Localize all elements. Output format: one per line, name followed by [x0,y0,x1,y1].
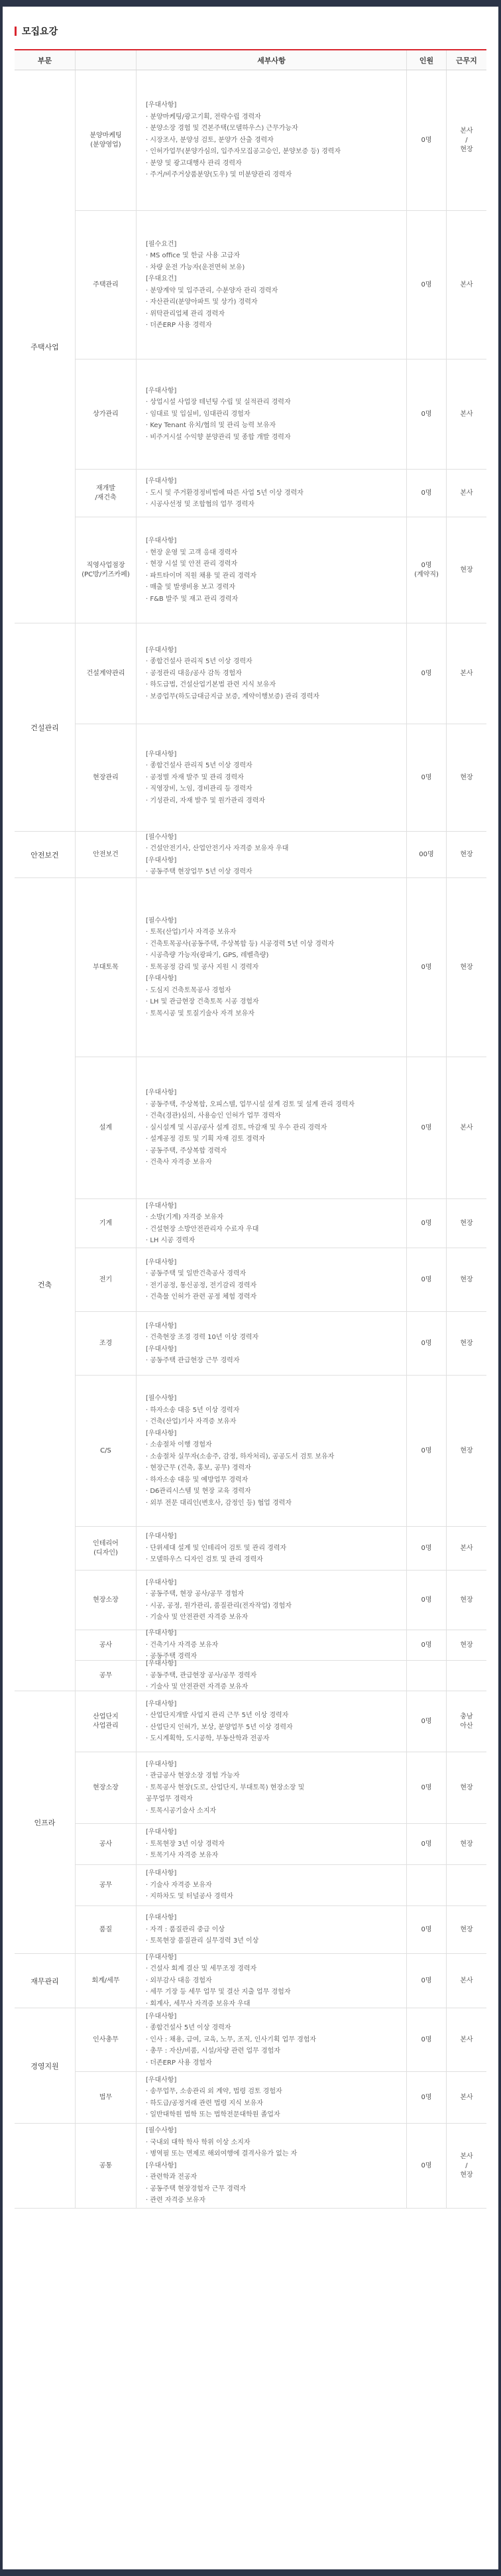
header-location: 근무지 [456,56,477,65]
team-cell-text: 분양마케팅 (분양영업) [89,131,122,149]
location-cell [447,1527,486,1570]
detail-cell-text: [우대사항] · 종합건설사 관리직 5년 이상 경력자 · 공정별 자재 발주 및 관리 경력자 · 직영장비, 노임, 경비관리 등 경력자 · 기성관리, 자재 발주 및 원가관리 경력자 [146,750,265,805]
count-cell [407,70,447,210]
detail-cell [137,470,407,517]
team-cell-text: 공사 [99,1840,113,1848]
detail-cell-text: [우대사항] · 도시 및 주거환경정비법에 따른 사업 5년 이상 경력자 · 시공사선정 및 조합협의 업무 경력자 [146,478,304,509]
detail-cell-text: [우대사항] · 건설사 회계 결산 및 세무조정 경력자 · 외부감사 대응 경험자 · 세무 기장 등 세무 업무 및 결산 지출 업무 경험자 · 회계사, 세무사 자격증 보유자 우대 [146,1953,291,2008]
location-cell-text: 현장 [460,1596,473,1604]
window-frame-left [0,0,3,2576]
location-cell [447,359,486,469]
detail-cell [137,1954,407,2008]
count-cell [407,1248,447,1311]
team-cell [76,1376,137,1526]
division-block [15,1954,486,2008]
detail-cell [137,211,407,359]
team-cell [76,2008,137,2071]
team-cell-text: 현장관리 [93,773,119,781]
team-cell [76,1865,137,1905]
location-cell [447,1248,486,1311]
team-cell-text: 인테리어 (디자인) [93,1539,119,1557]
detail-cell [137,1199,407,1248]
location-cell [447,2008,486,2071]
table-row [76,623,486,724]
location-cell [447,1571,486,1630]
table-row [76,2124,486,2209]
count-cell-text: 0명 [421,1275,432,1283]
detail-cell-text: [우대사항] · 송무업무, 소송관리 외 계약, 법령 검토 경험자 · 하도급/공정거래 관련 법령 지식 보유자 · 일반대학원 법학 또는 법학전문대학원 졸업자 [146,2076,282,2118]
location-cell [447,1312,486,1375]
detail-cell [137,1906,407,1953]
detail-cell-text: [우대사항] · 종합건설사 5년 이상 경력자 · 인사 : 채용, 급여, 교육, 노무, 조직, 인사기획 업무 경험자 · 총무 : 자산/비품, 시설/차량 관련 업무 경험자 · 더존ERP 사용 경험자 [146,2012,317,2067]
team-cell [76,1527,137,1570]
division-name: 재무관리 [15,1954,76,2008]
table-row [76,70,486,211]
count-cell [407,1661,447,1691]
count-cell-text: 0명 [421,2093,432,2101]
location-cell [447,517,486,623]
table-row [76,211,486,359]
team-cell-text: 직영사업점장 (PC방/키즈카페) [82,561,130,578]
table-header-row [15,50,486,70]
team-cell [76,1906,137,1953]
count-cell [407,359,447,469]
header-team [76,50,137,70]
location-cell-text: 현장 [460,1783,473,1791]
detail-cell-text: [우대사항] · 건축기사 자격증 보유자 · 공동주택 경력자 [146,1630,219,1661]
table-row [76,724,486,832]
location-cell-text: 본사 / 현장 [460,127,473,153]
detail-cell [137,70,407,210]
division-block [15,2124,486,2209]
count-cell-text: 0명 [421,1641,432,1649]
detail-cell-text: [우대사항] · 종합건설사 관리직 5년 이상 경력자 · 공정관리 대응/공사 감독 경험자 · 하도급법, 건설산업기본법 관련 지식 보유자 · 보증업무(하도급대금지급 보증, 계약이행보증) 관리 경력자 [146,646,319,700]
location-cell-text: 현장 [460,1339,473,1347]
location-cell-text: 현장 [460,1275,473,1283]
team-cell-text: 법무 [99,2093,113,2101]
location-cell-text: 현장 [460,1925,473,1933]
location-cell [447,724,486,831]
detail-cell [137,2008,407,2071]
team-cell-text: 재개발 /재건축 [95,484,117,501]
team-cell [76,1571,137,1630]
location-cell [447,2124,486,2208]
location-cell-text: 현장 [460,1219,473,1227]
team-cell-text: 공무 [99,1881,113,1889]
table-row [76,878,486,1057]
team-cell [76,517,137,623]
table-row [76,1906,486,1954]
detail-cell-text: [우대사항] · 기술사 자격증 보유자 · 지하차도 및 터널공사 경력자 [146,1870,233,1901]
count-cell-text: 0명 [421,773,432,781]
count-cell [407,1571,447,1630]
team-cell-text: 품질 [99,1925,113,1933]
team-cell [76,470,137,517]
count-cell-text: 0명 [421,1925,432,1933]
detail-cell [137,1691,407,1752]
location-cell-text: 현장 [460,850,473,858]
team-cell-text: 회계/세무 [91,1976,120,1984]
team-cell [76,1630,137,1660]
team-cell-text: 부대토목 [93,963,119,971]
location-cell [447,1691,486,1752]
detail-cell [137,623,407,724]
team-cell [76,2072,137,2123]
location-cell-text: 현장 [460,773,473,781]
table-row [76,2008,486,2072]
detail-cell-text: [필수사항] · 국내외 대학 학사 학위 이상 소지자 · 병역필 또는 면제로 해외여행에 결격사유가 없는 자 [우대사항] · 관련학과 전공자 · 공동주택 현장경험자 근무 경력자 · 관련 자격증 보유자 [146,2127,298,2205]
detail-cell-text: [우대사항] · 현장 운영 및 고객 응대 경력자 · 현장 시설 및 안전 관리 경력자 · 파트타이머 직원 채용 및 관리 경력자 · 매출 및 발생비용 보고 경력자 · F&B 발주 및 재고 관리 경력자 [146,537,257,603]
window-frame-top [0,0,501,7]
count-cell-text: 0명 [421,2161,432,2169]
recruitment-table [15,49,486,2209]
count-cell [407,2124,447,2208]
location-cell [447,1199,486,1248]
division-block [15,878,486,1691]
table-row [76,359,486,470]
table-row [76,1824,486,1865]
location-cell [447,1630,486,1660]
team-cell-text: 조경 [99,1339,113,1347]
count-cell [407,1630,447,1660]
count-cell-text: 0명 [421,669,432,677]
count-cell [407,878,447,1057]
location-cell [447,2072,486,2123]
detail-cell-text: [필수사항] · 하자소송 대응 5년 이상 경력자 · 건축(산업)기사 자격증 보유자 [우대사항] · 소송절차 이행 경험자 · 소송절차 실무자(소송주, 감정, 하자처리), 공공도서 검토 보유자 · 현장근무 (건축, 홍보, 공무) 경력자 · 하자소송 대응 및 예방업무 경력자 · D6관리시스템 및 현장 교육 경력자 · 외부 전문 대리인(변호사, 감정인 등) 협업 경력자 [146,1395,335,1507]
count-cell-text: 0명 [421,1339,432,1347]
team-cell [76,1057,137,1198]
location-cell [447,878,486,1057]
table-row [76,1954,486,2008]
table-row [76,1661,486,1691]
detail-cell [137,724,407,831]
table-row [76,1630,486,1661]
table-row [76,1752,486,1824]
detail-cell [137,1376,407,1526]
table-row [76,1312,486,1376]
count-cell-text: 0명 [421,1596,432,1604]
location-cell [447,1865,486,1905]
division-name [15,2124,76,2209]
detail-cell [137,1865,407,1905]
count-cell-text: 0명 [421,1783,432,1791]
detail-cell-text: [우대사항] · 산업단지개발 사업지 관리 근무 5년 이상 경력자 · 산업단지 인허가, 보상, 분양업무 5년 이상 경력자 · 도시계획학, 도시공학, 부동산학과 전공자 [146,1700,293,1742]
location-cell-text: 본사 [460,2035,473,2043]
count-cell [407,724,447,831]
detail-cell [137,359,407,469]
team-cell-text: 건설계약관리 [86,669,125,677]
location-cell-text: 본사 [460,669,473,677]
location-cell [447,1752,486,1823]
count-cell [407,1527,447,1570]
team-cell [76,70,137,210]
team-cell [76,359,137,469]
count-cell-text: 0명 [421,136,432,144]
title-marker [15,27,17,36]
detail-cell-text: [우대사항] · 공동주택, 주상복합, 오피스텔, 업무시설 설계 검토 및 설계 관리 경력자 · 건축(경관)심의, 사용승인 인허가 업무 경력자 · 실시설계 및 시공/공사 설계 검토, 마감재 및 우수 관리 경력자 · 설계공정 검토 및 기획 자재 검토 경력자 · 공동주택, 주상복합 경력자 · 건축사 자격증 보유자 [146,1089,355,1167]
count-cell [407,2008,447,2071]
detail-cell [137,1824,407,1864]
team-cell-text: 안전보건 [93,850,119,858]
table-row [76,1865,486,1906]
count-cell [407,470,447,517]
team-cell [76,1824,137,1864]
division-block [15,70,486,623]
location-cell-text: 본사 / 현장 [460,2152,473,2179]
team-cell-text: 인사총무 [93,2035,119,2043]
detail-cell-text: [우대사항] · 공동주택, 현장 공사/공무 경험자 · 시공, 공정, 원가관리, 품질관리(전자작업) 경험자 · 기술사 및 안전관련 자격증 보유자 [146,1578,292,1621]
detail-cell [137,1571,407,1630]
count-cell [407,1199,447,1248]
team-cell [76,623,137,724]
location-cell [447,1376,486,1526]
team-cell-text: 현장소장 [93,1596,119,1604]
division-name: 건설관리 [15,623,76,832]
division-block [15,832,486,878]
detail-cell [137,1527,407,1570]
detail-cell-text: [필수사항] · 토목(산업)기사 자격증 보유자 · 건축토목공사(공동주택, 주상복합 등) 시공경력 5년 이상 경력자 · 시공측량 가능자(광파기, GPS, 레벨측량) · 토목공정 감리 및 공사 지원 시 경력자 [우대사항] · 도심지 건축토목공사 경험자 · LH 및 관급현장 건축토목 시공 경험자 · 토목시공 및 토질기술사 자격 보유자 [146,917,335,1017]
count-cell [407,1691,447,1752]
count-cell-text: 0명 [421,410,432,418]
location-cell [447,1661,486,1691]
count-cell [407,1312,447,1375]
team-cell-text: 설계 [99,1124,113,1131]
window-frame-bottom [0,2569,501,2576]
division-name: 경영지원 [15,2008,76,2124]
count-cell [407,1865,447,1905]
header-dept: 부문 [15,50,76,70]
count-cell-text: 00명 [419,850,434,858]
location-cell-text: 본사 [460,2093,473,2101]
detail-cell [137,1248,407,1311]
detail-cell-text: [필수사항] · 건설안전기사, 산업안전기사 자격증 보유자 우대 [우대사항] · 공동주택 현장업무 5년 이상 경력자 [146,833,289,875]
count-cell [407,517,447,623]
location-cell-text: 본사 [460,410,473,418]
detail-cell [137,517,407,623]
location-cell-text: 현장 [460,963,473,971]
location-cell [447,1824,486,1864]
table-row [76,1248,486,1312]
team-cell [76,724,137,831]
section-header [15,25,58,37]
count-cell [407,1824,447,1864]
count-cell-text: 0명 [421,1447,432,1454]
location-cell [447,832,486,877]
count-cell [407,1906,447,1953]
table-row [76,2072,486,2124]
division-block [15,1691,486,1954]
table-row [76,832,486,878]
table-row [76,1057,486,1199]
count-cell [407,623,447,724]
location-cell-text: 현장 [460,1641,473,1649]
header-detail: 세부사항 [137,50,407,70]
team-cell-text: 공통 [99,2161,113,2169]
detail-cell-text: [우대사항] · 토목현장 3년 이상 경력자 · 토목기사 자격증 보유자 [146,1829,225,1860]
team-cell-text: 현장소장 [93,1783,119,1791]
count-cell-text: 0명 [421,1717,432,1725]
location-cell-text: 현장 [460,1447,473,1454]
team-cell-text: C/S [100,1447,111,1454]
detail-cell [137,1057,407,1198]
team-cell-text: 기계 [99,1219,113,1227]
team-cell-text: 상가관리 [93,410,119,418]
location-cell [447,1954,486,2008]
division-name: 건축 [15,878,76,1691]
team-cell [76,878,137,1057]
location-cell-text: 본사 [460,489,473,497]
division-block [15,623,486,832]
detail-cell [137,1752,407,1823]
count-cell [407,1057,447,1198]
detail-cell-text: [우대사항] · 분양마케팅/광고기획, 전략수립 경력자 · 분양소장 경험 및 견본주택(모델하우스) 근무가능자 · 시장조사, 분양성 검토, 분양가 산출 경력자 · 인허가업무(분양가심의, 입주자모집공고승인, 분양보증 등) 경력자 · 분양 및 광고대행사 관리 경력자 · 주거/비주거상품분양(도우) 및 미분양관리 경력자 [146,101,341,179]
detail-cell [137,2124,407,2208]
count-cell [407,1954,447,2008]
division-name: 주택사업 [15,70,76,623]
location-cell-text: 충남 아산 [460,1712,473,1730]
table-row [76,470,486,517]
count-cell-text: 0명 [421,281,432,289]
team-cell-text: 전기 [99,1275,113,1283]
team-cell-text: 공무 [99,1671,113,1679]
window-frame-right [498,0,501,2576]
count-cell [407,1752,447,1823]
team-cell [76,1248,137,1311]
team-cell [76,1661,137,1691]
team-cell [76,1691,137,1752]
location-cell [447,470,486,517]
division-name: 인프라 [15,1691,76,1954]
location-cell [447,70,486,210]
location-cell-text: 본사 [460,1124,473,1131]
team-cell [76,1752,137,1823]
count-cell-text: 0명 [421,1124,432,1131]
table-row [76,1199,486,1248]
detail-cell-text: [필수요건] · MS office 및 한글 사용 고급자 · 차량 운전 가능자(운전면허 보유) [우대요건] · 분양계약 및 입주관리, 수분양자 관리 경력자 · 자산관리(분양아파트 및 상가) 경력자 · 위탁관리업체 관리 경력자 · 더존ERP 사용 경력자 [146,240,278,329]
count-cell [407,1376,447,1526]
count-cell-text: 0명 [421,1840,432,1848]
location-cell [447,1906,486,1953]
location-cell-text: 현장 [460,1840,473,1848]
location-cell [447,211,486,359]
team-cell [76,211,137,359]
count-cell-text: 0명 [421,489,432,497]
detail-cell [137,878,407,1057]
detail-cell [137,2072,407,2123]
header-count: 인원 [407,50,447,70]
table-row [76,1571,486,1630]
team-cell [76,2124,137,2208]
count-cell-text: 0명 [421,1219,432,1227]
count-cell [407,211,447,359]
detail-cell [137,1661,407,1691]
team-cell [76,832,137,877]
team-cell [76,1312,137,1375]
table-body [15,70,486,2209]
team-cell-text: 공사 [99,1641,113,1649]
table-row [76,1527,486,1571]
detail-cell [137,1630,407,1660]
location-cell-text: 현장 [460,566,473,574]
detail-cell-text: [우대사항] · 단위세대 설계 및 인테리어 검토 및 관리 경력자 · 모델하우스 디자인 검토 및 관리 경력자 [146,1533,287,1564]
location-cell-text: 본사 [460,281,473,289]
location-cell [447,623,486,724]
detail-cell-text: [우대사항] · 공동주택, 관급현장 공사/공무 경력자 · 기술사 및 안전관련 자격증 보유자 [146,1660,257,1691]
location-cell-text: 본사 [460,1976,473,1984]
table-row [76,517,486,623]
team-cell [76,1954,137,2008]
count-cell [407,2072,447,2123]
count-cell-text: 0명 [421,2035,432,2043]
count-cell [407,832,447,877]
location-cell [447,1057,486,1198]
detail-cell [137,832,407,877]
division-block [15,2008,486,2124]
count-cell-text: 0명 (계약직) [414,561,439,578]
detail-cell-text: [우대사항] · 자격 : 품질관리 중급 이상 · 토목현장 품질관리 실무경력 3년 이상 [146,1914,259,1945]
table-row [76,1691,486,1752]
team-cell [76,1199,137,1248]
division-name: 안전보건 [15,832,76,878]
detail-cell-text: [우대사항] · 관급공사 현장소장 경험 가능자 · 토목공사 현장(도로, 산업단지, 부대토목) 현장소장 및 공무업무 경력자 · 토목시공기술사 소지자 [146,1760,305,1815]
detail-cell-text: [우대사항] · 상업시설 사업장 테넌팅 수립 및 실적관리 경력자 · 임대료 및 입실비, 임대관리 경험자 · Key Tenant 유치/협의 및 관리 능력 보유자 · 비주거시설 수익향 분양관리 및 종합 개발 경력자 [146,387,291,441]
page-title: 모집요강 [22,27,58,37]
team-cell-text: 산업단지 사업관리 [93,1712,119,1730]
detail-cell [137,1312,407,1375]
detail-cell-text: [우대사항] · 건축현장 조경 경력 10년 이상 경력자 [우대사항] · 공동주택 관급현장 근무 경력자 [146,1322,259,1364]
count-cell-text: 0명 [421,963,432,971]
count-cell-text: 0명 [421,1544,432,1552]
count-cell-text: 0명 [421,1976,432,1984]
table-row [76,1376,486,1527]
location-cell-text: 본사 [460,1544,473,1552]
team-cell-text: 주택관리 [93,281,119,289]
detail-cell-text: [우대사항] · 소방(기계) 자격증 보유자 · 건설현장 소방안전관리자 수료자 우대 · LH 시공 경력자 [146,1202,259,1244]
detail-cell-text: [우대사항] · 공동주택 및 일반건축공사 경력자 · 전기공정, 통신공정, 전기감리 경력자 · 건축물 인허가 관련 공정 체험 경력자 [146,1258,257,1301]
